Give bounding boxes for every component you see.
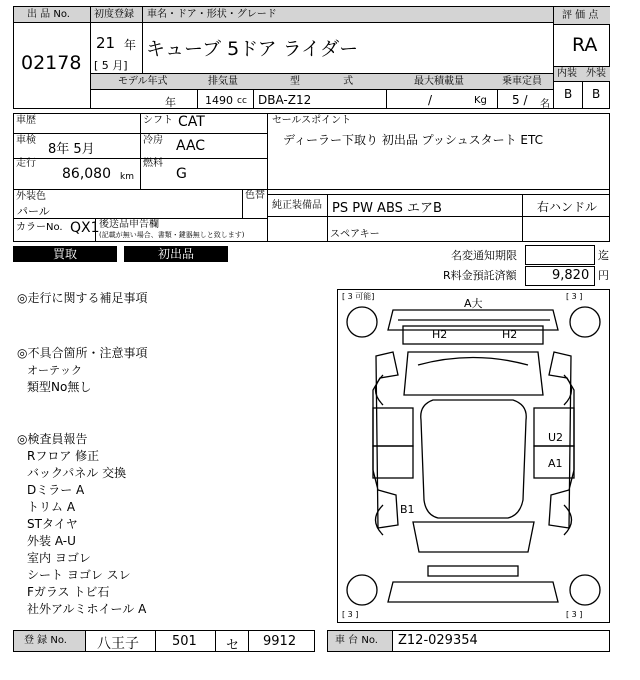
ext-color-value: パール xyxy=(17,205,50,218)
ac-label: 冷房 xyxy=(143,135,163,146)
first-reg-year: 21 xyxy=(96,34,116,52)
mark-u2: U2 xyxy=(548,431,564,444)
defect-section xyxy=(17,345,317,396)
ext-color-label: 外装色 xyxy=(16,191,46,202)
interior-score: B xyxy=(564,87,573,101)
rear-hatch-outline xyxy=(413,522,534,552)
damage-diagram xyxy=(337,289,610,623)
inspector-item: トリム A xyxy=(27,500,76,514)
chassis-label: 車 台 No. xyxy=(335,635,378,646)
docs-label: 後送品申告欄 xyxy=(99,219,159,230)
reg-kana: セ xyxy=(226,638,240,653)
model-type-label: 型 式 xyxy=(290,76,354,87)
chassis-value: Z12-029354 xyxy=(398,633,478,648)
tire-front-left-label: [ 3 可能] xyxy=(342,292,375,301)
name-change-deadline-label: 名変通知期限 xyxy=(451,249,517,262)
reg-area: 八王子 xyxy=(97,636,139,652)
cc-unit: cc xyxy=(237,96,247,106)
first-reg-label: 初度登録 xyxy=(94,9,134,20)
fuel-value: G xyxy=(176,166,187,182)
mileage-value: 86,080 xyxy=(62,166,111,182)
tire-front-right-label: [ 3 ] xyxy=(566,292,583,301)
inspector-item: バックパネル 交換 xyxy=(27,466,127,480)
inspector-section xyxy=(17,431,317,618)
kg-unit: Kg xyxy=(474,95,487,106)
mark-a-large: A大 xyxy=(464,297,483,310)
defect-item: オーテック xyxy=(27,364,82,377)
color-no-label: カラーNo. xyxy=(16,222,63,233)
mileage-label: 走行 xyxy=(16,158,36,169)
inspection-value: 8年 5月 xyxy=(48,142,95,157)
inspector-item: 社外アルミホイール A xyxy=(27,602,147,616)
mark-b1: B1 xyxy=(400,503,415,516)
reg-no-label: 登 録 No. xyxy=(24,635,67,646)
left-front-door xyxy=(373,408,413,446)
mark-h2-right: H2 xyxy=(502,328,518,341)
model-year-label: モデル年式 xyxy=(118,76,168,87)
max-load: / xyxy=(428,93,433,107)
inspector-item: 室内 ヨゴレ xyxy=(27,551,91,565)
tire-rear-left-icon xyxy=(347,575,377,605)
shift-value: CAT xyxy=(178,114,205,130)
inspector-item: Dミラー A xyxy=(27,483,85,497)
capacity-unit: 名 xyxy=(540,99,550,110)
fuel-label: 燃料 xyxy=(143,158,163,169)
license-plate-outline xyxy=(428,566,518,576)
inspector-item: シート ヨゴレ スレ xyxy=(27,568,131,582)
km-unit: km xyxy=(120,172,134,182)
recycle-fee-label: R料金預託済額 xyxy=(443,269,517,282)
capacity-label: 乗車定員 xyxy=(502,76,542,87)
roof-outline xyxy=(421,400,526,518)
color-change-label: 色替 xyxy=(245,190,265,201)
color-no-value: QX1 xyxy=(70,220,100,236)
displacement: 1490 xyxy=(205,94,233,107)
docs-note: (記載が無い場合、書類・鍵器無しと致します) xyxy=(99,231,245,239)
shift-label: シフト xyxy=(143,115,173,126)
score-label: 評 価 点 xyxy=(562,10,599,21)
hood-outline xyxy=(404,352,543,395)
left-rear-door xyxy=(373,446,413,478)
yen-unit: 円 xyxy=(598,269,609,282)
first-listing-tag: 初出品 xyxy=(124,246,228,262)
reg-class: 501 xyxy=(172,634,197,649)
inspection-label: 車検 xyxy=(16,135,36,146)
mark-h2-left: H2 xyxy=(432,328,448,341)
overall-score: RA xyxy=(572,34,598,56)
interior-label: 内装 xyxy=(557,68,577,79)
capacity: 5 / xyxy=(512,93,528,107)
deadline-suffix: 迄 xyxy=(598,249,609,262)
inspector-item: Rフロア 修正 xyxy=(27,449,100,463)
sales-point-label: セールスポイント xyxy=(272,115,352,126)
tire-rear-right-label: [ 3 ] xyxy=(566,610,583,619)
displacement-label: 排気量 xyxy=(208,76,238,87)
headlight-row xyxy=(403,326,543,344)
max-load-label: 最大積載量 xyxy=(414,76,464,87)
tire-rear-left-label: [ 3 ] xyxy=(342,610,359,619)
model-year-unit: 年 xyxy=(165,96,176,109)
handle-value: 右ハンドル xyxy=(537,200,598,214)
inspector-item: 外装 A-U xyxy=(27,534,76,548)
first-reg-month: [ 5 月] xyxy=(94,59,128,72)
lot-no: 02178 xyxy=(21,52,82,74)
inspector-item: Fガラス トビ石 xyxy=(27,585,110,599)
tire-front-left-icon xyxy=(347,307,377,337)
rear-bumper-outline xyxy=(388,582,558,602)
exterior-label: 外装 xyxy=(586,68,606,79)
recycle-fee-value: 9,820 xyxy=(552,268,590,283)
mark-a1: A1 xyxy=(548,457,563,470)
defect-item: 類型No無し xyxy=(27,380,92,394)
ac-value: AAC xyxy=(176,138,206,154)
tire-front-right-icon xyxy=(570,307,600,337)
inspector-title: ◎検査員報告 xyxy=(17,432,88,446)
docs-value: スペアキー xyxy=(330,229,380,240)
sales-point-text: ディーラー下取り 初出品 プッシュスタート ETC xyxy=(283,133,543,147)
tire-rear-right-icon xyxy=(570,575,600,605)
year-unit: 年 xyxy=(124,38,137,52)
lot-no-label: 出 品 No. xyxy=(27,9,70,20)
car-name-label: 車名・ドア・形状・グレード xyxy=(147,9,277,20)
inspector-item: STタイヤ xyxy=(27,517,78,531)
car-name: キューブ 5ドア ライダー xyxy=(146,38,359,60)
history-label: 車歴 xyxy=(16,115,36,126)
travel-notes-title: ◎走行に関する補足事項 xyxy=(17,291,148,305)
reg-number: 9912 xyxy=(263,634,297,649)
name-change-deadline-box xyxy=(525,245,595,265)
exterior-score: B xyxy=(592,87,601,101)
equipment-value: PS PW ABS エアB xyxy=(332,201,442,216)
left-side-outline xyxy=(373,352,398,528)
defect-title: ◎不具合箇所・注意事項 xyxy=(17,346,148,360)
buy-tag: 買取 xyxy=(13,246,117,262)
notes-section xyxy=(17,290,317,307)
equipment-label: 純正装備品 xyxy=(272,200,322,211)
model-type: DBA-Z12 xyxy=(258,93,312,107)
